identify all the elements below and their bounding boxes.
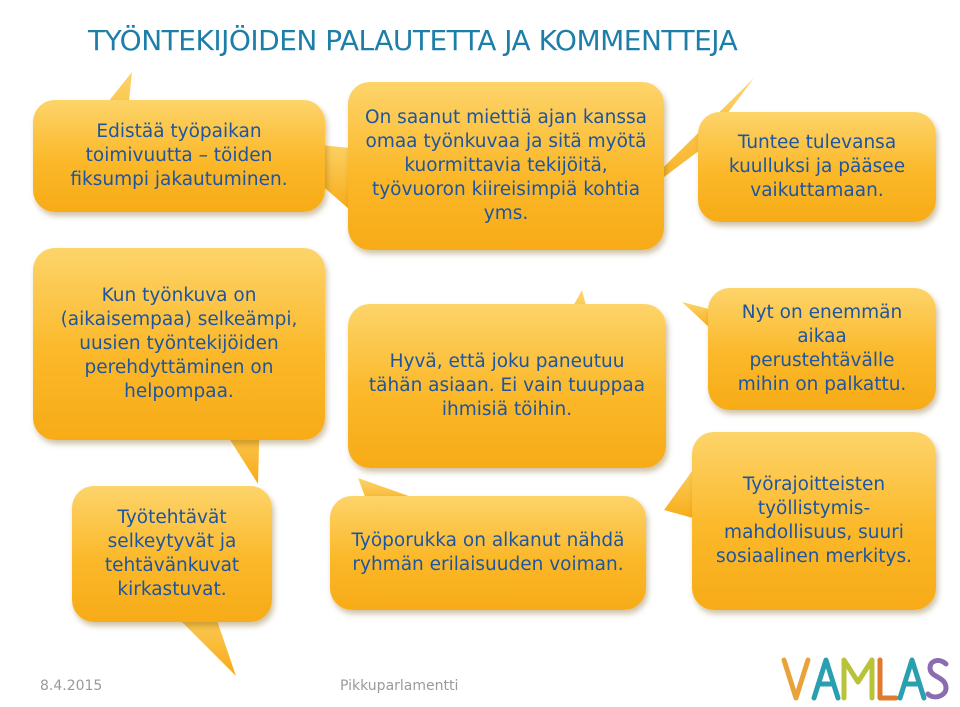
- speech-bubble: [33, 248, 325, 440]
- bubble-text: Tuntee tulevansa kuulluksi ja pääsee vaikuttamaan.: [728, 132, 906, 201]
- bubble-text: Hyvä, että joku paneutuu tähän asiaan. Ei vain tuuppaa ihmisiä töihin.: [368, 351, 646, 420]
- bubble-text: Edistää työpaikan toimivuutta – töiden fiksumpi jakautuminen.: [70, 121, 288, 190]
- logo-letter-v: [784, 660, 808, 698]
- speech-bubble: [330, 496, 646, 610]
- bubble-text: Työrajoitteisten työllistymis-mahdollisuus, suuri sosiaalinen merkitys.: [716, 474, 912, 567]
- page-title: TYÖNTEKIJÖIDEN PALAUTETTA JA KOMMENTTEJA: [88, 24, 738, 57]
- speech-bubble: [72, 486, 272, 622]
- speech-bubble: [698, 112, 936, 222]
- vamlas-logo: [780, 652, 950, 704]
- logo-letter-s: [928, 661, 946, 697]
- speech-bubble: [348, 82, 664, 250]
- bubble-text: On saanut miettiä ajan kanssa omaa työnkuvaa ja sitä myötä kuormittavia tekijöitä, työvuoron kiireisimpiä kohtia yms.: [365, 107, 647, 224]
- bubble-text: Työtehtävät selkeytyvät ja tehtävänkuvat kirkastuvat.: [104, 507, 240, 600]
- speech-bubble: [692, 432, 936, 610]
- footer-event: Pikkuparlamentti: [340, 678, 459, 694]
- speech-bubble: [708, 288, 936, 410]
- bubble-text: Työporukka on alkanut nähdä ryhmän erilaisuuden voiman.: [351, 530, 625, 575]
- logo-letter-l: [880, 660, 896, 698]
- speech-bubble: [33, 100, 325, 212]
- logo-letter-a: [814, 660, 838, 698]
- logo-letter-a2: [900, 660, 924, 698]
- bubble-text: Kun työnkuva on (aikaisempaa) selkeämpi, uusien työntekijöiden perehdyttäminen on helpompaa.: [60, 285, 298, 402]
- logo-letter-m: [844, 660, 872, 698]
- speech-bubble: [348, 304, 666, 468]
- bubble-text: Nyt on enemmän aikaa perustehtävälle mihin on palkattu.: [737, 302, 907, 395]
- footer-date: 8.4.2015: [40, 678, 103, 694]
